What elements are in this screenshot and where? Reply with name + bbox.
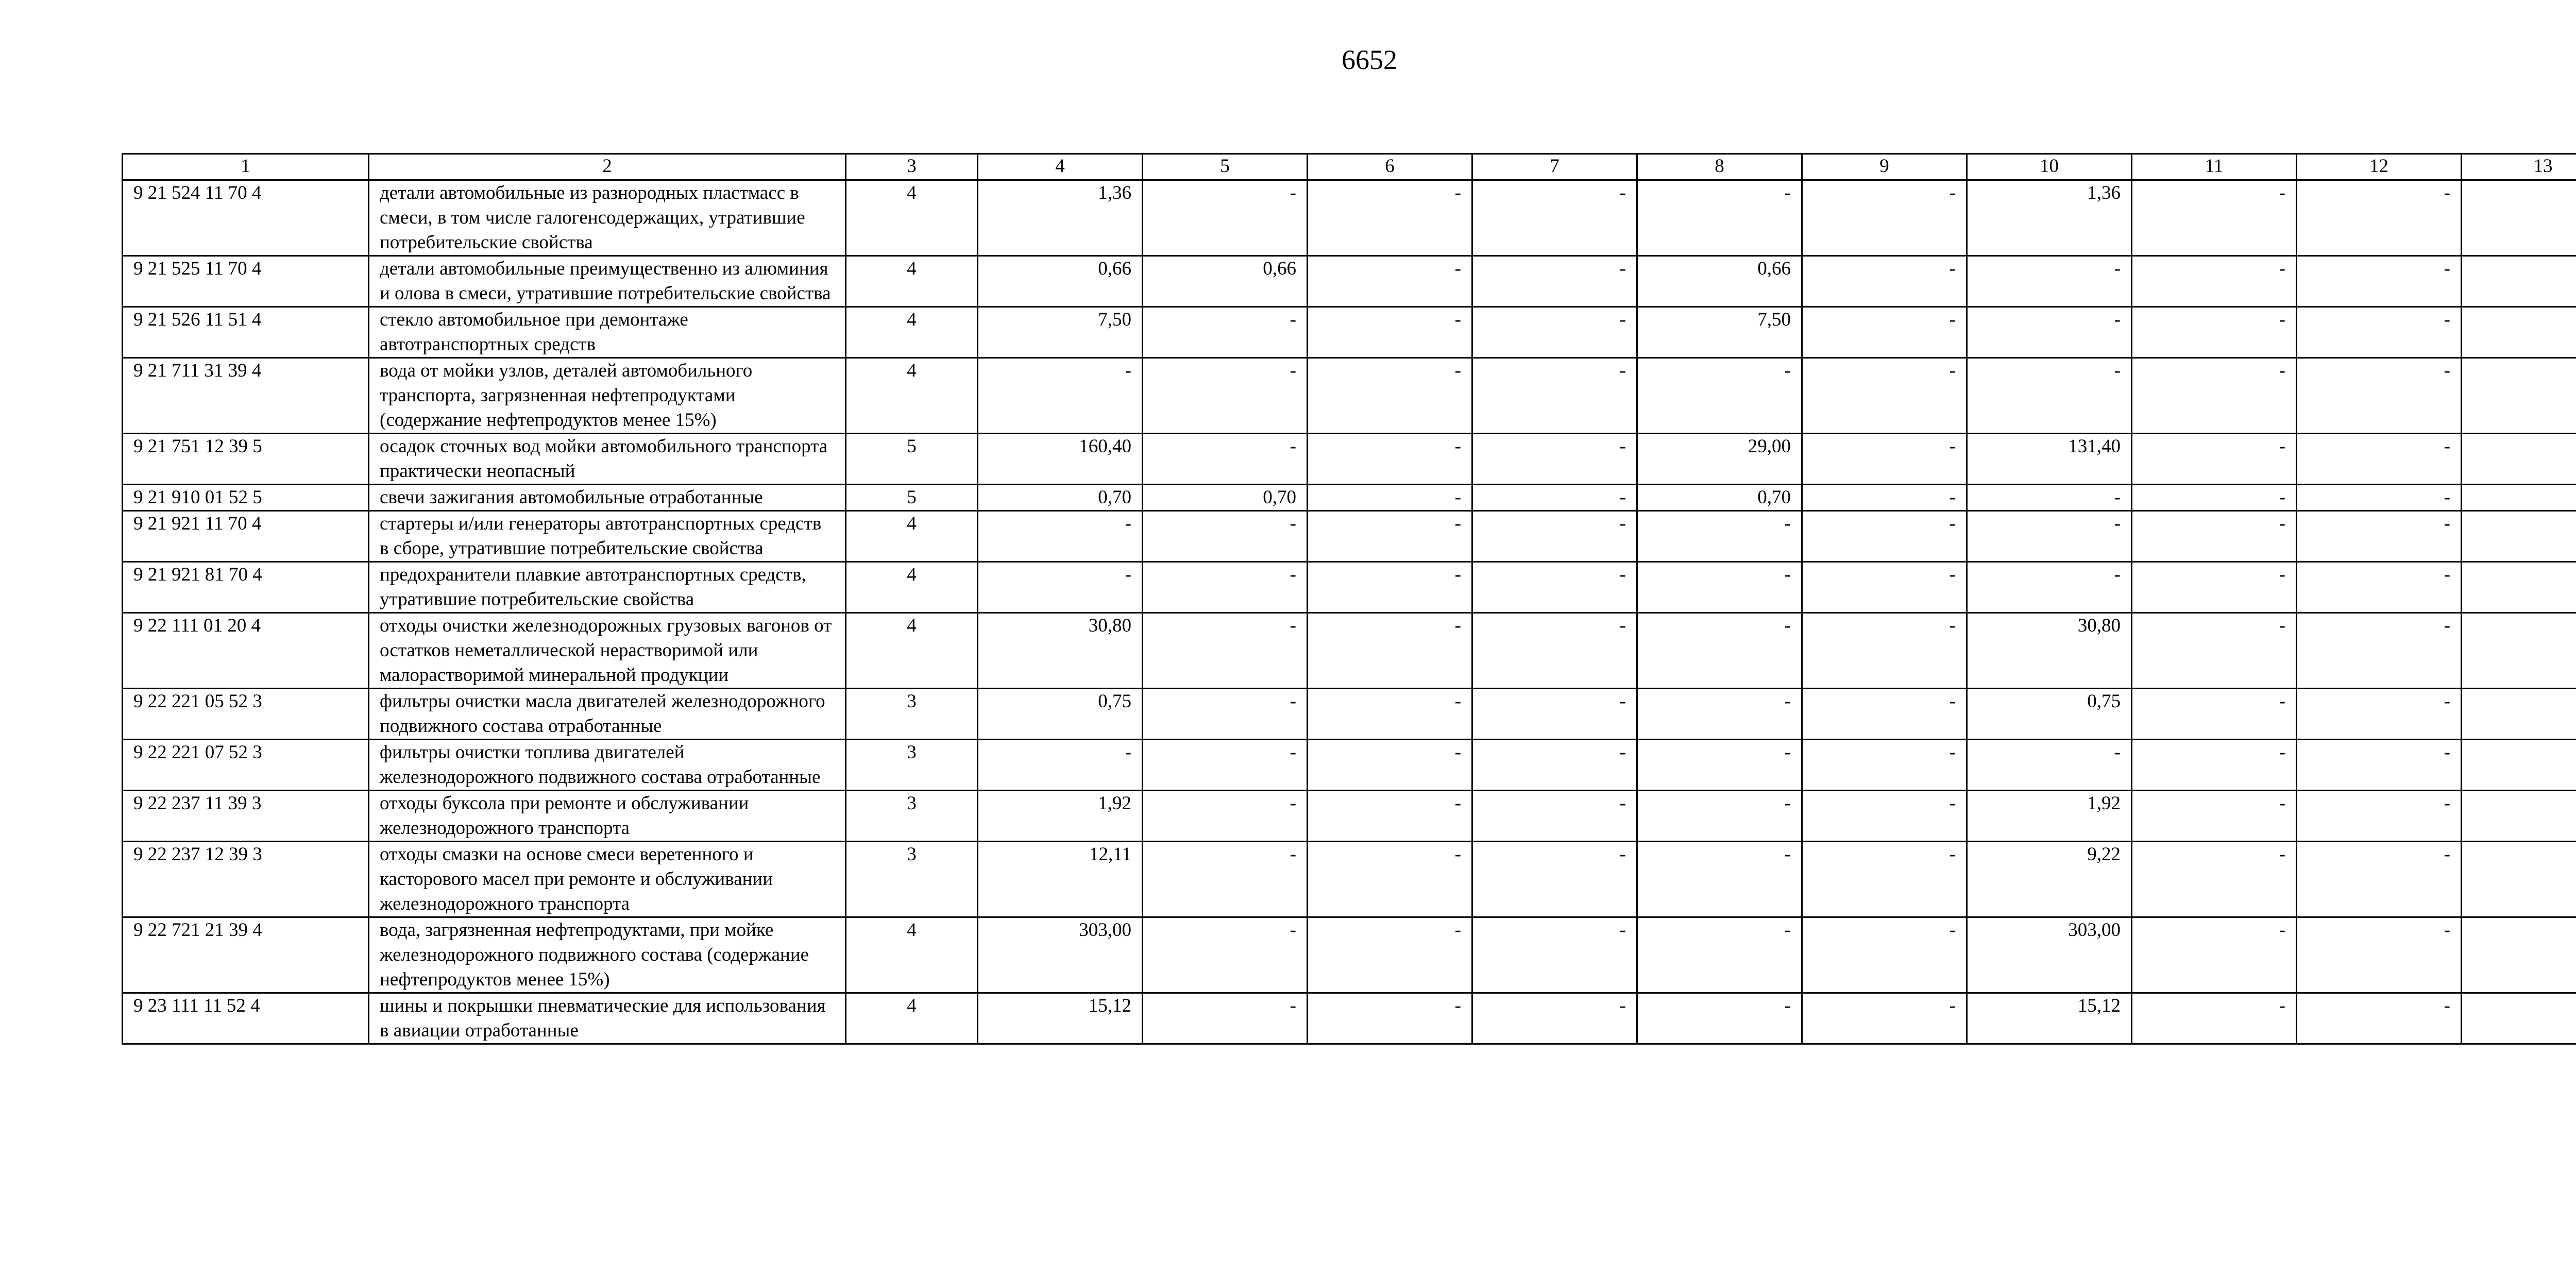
value-cell: - <box>1637 842 1802 917</box>
column-header: 2 <box>369 154 846 180</box>
value-cell: 30,80 <box>978 613 1143 689</box>
value-cell: 303,00 <box>978 917 1143 993</box>
table-body <box>123 180 2576 1044</box>
waste-code-cell: 9 22 221 05 52 3 <box>123 689 369 740</box>
value-cell: - <box>1472 434 1637 485</box>
waste-code-cell: 9 22 221 07 52 3 <box>123 740 369 791</box>
value-cell: - <box>1308 434 1472 485</box>
table-row <box>123 511 2576 562</box>
waste-code-cell: 9 21 751 12 39 5 <box>123 434 369 485</box>
hazard-class-cell: 4 <box>846 358 978 434</box>
value-cell <box>2462 256 2576 307</box>
value-cell: - <box>1802 993 1967 1044</box>
hazard-class-cell: 4 <box>846 180 978 256</box>
value-cell: - <box>1802 256 1967 307</box>
value-cell: 160,40 <box>978 434 1143 485</box>
hazard-class-cell: 4 <box>846 993 978 1044</box>
value-cell: - <box>1472 511 1637 562</box>
waste-code-cell: 9 21 526 11 51 4 <box>123 307 369 358</box>
value-cell: - <box>1967 307 2132 358</box>
value-cell: 7,50 <box>1637 307 1802 358</box>
value-cell <box>2462 917 2576 993</box>
value-cell: - <box>1802 917 1967 993</box>
value-cell: 0,75 <box>1967 689 2132 740</box>
table-row <box>123 434 2576 485</box>
value-cell: - <box>2132 842 2297 917</box>
value-cell: 1,36 <box>978 180 1143 256</box>
value-cell: - <box>1143 917 1308 993</box>
value-cell: - <box>1308 791 1472 842</box>
value-cell: - <box>1637 917 1802 993</box>
value-cell: - <box>1143 993 1308 1044</box>
value-cell: 29,00 <box>1637 434 1802 485</box>
value-cell: - <box>1143 842 1308 917</box>
value-cell: - <box>2132 917 2297 993</box>
value-cell: - <box>978 562 1143 613</box>
value-cell: - <box>1472 358 1637 434</box>
value-cell: 0,66 <box>978 256 1143 307</box>
value-cell: - <box>2297 307 2462 358</box>
value-cell: - <box>1472 613 1637 689</box>
value-cell: - <box>978 511 1143 562</box>
value-cell: 0,66 <box>1637 256 1802 307</box>
value-cell: - <box>1637 689 1802 740</box>
value-cell <box>2462 842 2576 917</box>
value-cell: - <box>2132 434 2297 485</box>
value-cell: - <box>2132 485 2297 511</box>
value-cell: - <box>2297 485 2462 511</box>
value-cell: - <box>1802 842 1967 917</box>
waste-code-cell: 9 21 711 31 39 4 <box>123 358 369 434</box>
value-cell: - <box>2132 562 2297 613</box>
value-cell: - <box>1143 511 1308 562</box>
table-row <box>123 562 2576 613</box>
value-cell: - <box>1637 613 1802 689</box>
value-cell: - <box>2132 791 2297 842</box>
table-row <box>123 613 2576 689</box>
value-cell: - <box>1802 485 1967 511</box>
value-cell: - <box>2297 740 2462 791</box>
value-cell: - <box>1308 842 1472 917</box>
value-cell: - <box>2132 740 2297 791</box>
waste-name-cell: отходы смазки на основе смеси веретенного и касторового масел при ремонте и обслуживании железнодорожного транспорта <box>369 842 846 917</box>
value-cell <box>2462 180 2576 256</box>
hazard-class-cell: 4 <box>846 917 978 993</box>
value-cell: - <box>1967 511 2132 562</box>
value-cell: 1,92 <box>978 791 1143 842</box>
hazard-class-cell: 4 <box>846 613 978 689</box>
column-header: 9 <box>1802 154 1967 180</box>
value-cell: - <box>1967 485 2132 511</box>
value-cell: 12,11 <box>978 842 1143 917</box>
table-row <box>123 307 2576 358</box>
column-header: 6 <box>1308 154 1472 180</box>
value-cell: - <box>1967 740 2132 791</box>
table-row <box>123 689 2576 740</box>
value-cell: - <box>1637 791 1802 842</box>
waste-data-table <box>122 153 2576 1045</box>
value-cell: - <box>1802 689 1967 740</box>
column-header: 12 <box>2297 154 2462 180</box>
value-cell: - <box>1143 562 1308 613</box>
value-cell: - <box>1472 842 1637 917</box>
value-cell: - <box>1308 740 1472 791</box>
value-cell: - <box>1143 689 1308 740</box>
waste-code-cell: 9 21 525 11 70 4 <box>123 256 369 307</box>
value-cell <box>2462 511 2576 562</box>
hazard-class-cell: 5 <box>846 485 978 511</box>
value-cell: - <box>2297 791 2462 842</box>
hazard-class-cell: 4 <box>846 256 978 307</box>
table-row <box>123 740 2576 791</box>
value-cell: - <box>1143 180 1308 256</box>
value-cell: - <box>1967 562 2132 613</box>
value-cell: - <box>2132 993 2297 1044</box>
value-cell: 0,70 <box>1143 485 1308 511</box>
value-cell: - <box>2297 511 2462 562</box>
value-cell: 0,75 <box>978 689 1143 740</box>
waste-name-cell: свечи зажигания автомобильные отработанные <box>369 485 846 511</box>
waste-name-cell: стекло автомобильное при демонтаже автотранспортных средств <box>369 307 846 358</box>
value-cell: - <box>1472 791 1637 842</box>
waste-code-cell: 9 22 237 12 39 3 <box>123 842 369 917</box>
value-cell: - <box>1308 917 1472 993</box>
value-cell: 0,70 <box>1637 485 1802 511</box>
value-cell: - <box>1472 917 1637 993</box>
value-cell <box>2462 993 2576 1044</box>
value-cell: - <box>2297 358 2462 434</box>
value-cell: - <box>1472 740 1637 791</box>
table-row <box>123 842 2576 917</box>
value-cell: - <box>1308 307 1472 358</box>
waste-name-cell: детали автомобильные преимущественно из алюминия и олова в смеси, утратившие потребительские свойства <box>369 256 846 307</box>
value-cell: 1,36 <box>1967 180 2132 256</box>
value-cell: 30,80 <box>1967 613 2132 689</box>
value-cell: - <box>1308 511 1472 562</box>
value-cell: - <box>1143 740 1308 791</box>
value-cell: - <box>1637 511 1802 562</box>
value-cell: - <box>1802 740 1967 791</box>
value-cell <box>2462 613 2576 689</box>
value-cell: - <box>1802 358 1967 434</box>
waste-name-cell: отходы буксола при ремонте и обслуживании железнодорожного транспорта <box>369 791 846 842</box>
value-cell: - <box>2132 180 2297 256</box>
value-cell: - <box>1637 358 1802 434</box>
value-cell: - <box>1308 358 1472 434</box>
value-cell: - <box>1472 256 1637 307</box>
value-cell: - <box>1308 613 1472 689</box>
waste-name-cell: шины и покрышки пневматические для использования в авиации отработанные <box>369 993 846 1044</box>
waste-name-cell: фильтры очистки масла двигателей железнодорожного подвижного состава отработанные <box>369 689 846 740</box>
value-cell: - <box>2297 613 2462 689</box>
value-cell: - <box>2132 358 2297 434</box>
value-cell: - <box>1472 180 1637 256</box>
column-header: 10 <box>1967 154 2132 180</box>
hazard-class-cell: 3 <box>846 842 978 917</box>
value-cell: - <box>978 358 1143 434</box>
column-header: 13 <box>2462 154 2576 180</box>
value-cell: - <box>1637 740 1802 791</box>
value-cell: - <box>2132 256 2297 307</box>
value-cell: - <box>1802 180 1967 256</box>
value-cell: 131,40 <box>1967 434 2132 485</box>
value-cell: - <box>2297 180 2462 256</box>
value-cell: - <box>1802 307 1967 358</box>
hazard-class-cell: 5 <box>846 434 978 485</box>
value-cell: - <box>1472 485 1637 511</box>
header-row <box>123 154 2576 180</box>
waste-code-cell: 9 23 111 11 52 4 <box>123 993 369 1044</box>
value-cell <box>2462 358 2576 434</box>
value-cell: - <box>1308 485 1472 511</box>
table-row <box>123 791 2576 842</box>
value-cell: - <box>1143 791 1308 842</box>
value-cell: - <box>1802 613 1967 689</box>
page-number: 6652 <box>1342 44 1397 75</box>
waste-code-cell: 9 21 921 81 70 4 <box>123 562 369 613</box>
value-cell: - <box>1308 689 1472 740</box>
table-row <box>123 358 2576 434</box>
column-header: 4 <box>978 154 1143 180</box>
value-cell: - <box>1308 180 1472 256</box>
column-header: 5 <box>1143 154 1308 180</box>
column-header: 8 <box>1637 154 1802 180</box>
value-cell: 15,12 <box>1967 993 2132 1044</box>
value-cell: - <box>1802 511 1967 562</box>
value-cell: - <box>2297 917 2462 993</box>
hazard-class-cell: 3 <box>846 791 978 842</box>
value-cell: - <box>1802 434 1967 485</box>
hazard-class-cell: 3 <box>846 689 978 740</box>
value-cell <box>2462 562 2576 613</box>
waste-name-cell: стартеры и/или генераторы автотранспортных средств в сборе, утратившие потребительские свойства <box>369 511 846 562</box>
value-cell: - <box>1802 791 1967 842</box>
value-cell: - <box>1308 256 1472 307</box>
waste-code-cell: 9 22 237 11 39 3 <box>123 791 369 842</box>
value-cell <box>2462 740 2576 791</box>
table-row <box>123 917 2576 993</box>
value-cell: - <box>1967 358 2132 434</box>
waste-name-cell: вода, загрязненная нефтепродуктами, при мойке железнодорожного подвижного состава (содержание нефтепродуктов менее 15%) <box>369 917 846 993</box>
column-header: 11 <box>2132 154 2297 180</box>
column-header: 1 <box>123 154 369 180</box>
table-row <box>123 180 2576 256</box>
value-cell: - <box>2132 689 2297 740</box>
value-cell: - <box>1143 613 1308 689</box>
hazard-class-cell: 3 <box>846 740 978 791</box>
value-cell: - <box>1143 307 1308 358</box>
waste-code-cell: 9 22 111 01 20 4 <box>123 613 369 689</box>
value-cell: 15,12 <box>978 993 1143 1044</box>
value-cell <box>2462 485 2576 511</box>
waste-name-cell: отходы очистки железнодорожных грузовых вагонов от остатков неметаллической нерастворимой или малорастворимой минеральной продукции <box>369 613 846 689</box>
value-cell: 7,50 <box>978 307 1143 358</box>
value-cell: - <box>1143 434 1308 485</box>
value-cell: 1,92 <box>1967 791 2132 842</box>
value-cell: - <box>1637 180 1802 256</box>
value-cell: - <box>1472 562 1637 613</box>
value-cell: - <box>1637 993 1802 1044</box>
value-cell: - <box>1637 562 1802 613</box>
waste-code-cell: 9 21 921 11 70 4 <box>123 511 369 562</box>
value-cell: - <box>2132 613 2297 689</box>
waste-code-cell: 9 21 910 01 52 5 <box>123 485 369 511</box>
value-cell <box>2462 434 2576 485</box>
waste-name-cell: вода от мойки узлов, деталей автомобильного транспорта, загрязненная нефтепродуктами (содержание нефтепродуктов менее 15%) <box>369 358 846 434</box>
table-row <box>123 993 2576 1044</box>
waste-code-cell: 9 22 721 21 39 4 <box>123 917 369 993</box>
waste-code-cell: 9 21 524 11 70 4 <box>123 180 369 256</box>
table-row <box>123 256 2576 307</box>
column-header: 7 <box>1472 154 1637 180</box>
value-cell <box>2462 791 2576 842</box>
value-cell: 0,70 <box>978 485 1143 511</box>
value-cell: 0,66 <box>1143 256 1308 307</box>
value-cell: - <box>1143 358 1308 434</box>
hazard-class-cell: 4 <box>846 562 978 613</box>
column-header: 3 <box>846 154 978 180</box>
value-cell: - <box>1308 993 1472 1044</box>
value-cell: - <box>1472 307 1637 358</box>
hazard-class-cell: 4 <box>846 511 978 562</box>
waste-name-cell: детали автомобильные из разнородных пластмасс в смеси, в том числе галогенсодержащих, утратившие потребительские свойства <box>369 180 846 256</box>
value-cell <box>2462 689 2576 740</box>
value-cell: - <box>2297 993 2462 1044</box>
value-cell: - <box>2132 511 2297 562</box>
value-cell: - <box>2297 256 2462 307</box>
value-cell: - <box>1308 562 1472 613</box>
value-cell: - <box>2297 842 2462 917</box>
value-cell: - <box>2132 307 2297 358</box>
value-cell <box>2462 307 2576 358</box>
value-cell: - <box>1802 562 1967 613</box>
value-cell: - <box>1967 256 2132 307</box>
value-cell: 303,00 <box>1967 917 2132 993</box>
value-cell: - <box>1472 689 1637 740</box>
waste-name-cell: фильтры очистки топлива двигателей железнодорожного подвижного состава отработанные <box>369 740 846 791</box>
waste-name-cell: осадок сточных вод мойки автомобильного транспорта практически неопасный <box>369 434 846 485</box>
value-cell: - <box>2297 689 2462 740</box>
value-cell: - <box>2297 562 2462 613</box>
value-cell: 9,22 <box>1967 842 2132 917</box>
table-row <box>123 485 2576 511</box>
value-cell: - <box>2297 434 2462 485</box>
value-cell: - <box>1472 993 1637 1044</box>
waste-name-cell: предохранители плавкие автотранспортных средств, утратившие потребительские свойства <box>369 562 846 613</box>
value-cell: - <box>978 740 1143 791</box>
hazard-class-cell: 4 <box>846 307 978 358</box>
